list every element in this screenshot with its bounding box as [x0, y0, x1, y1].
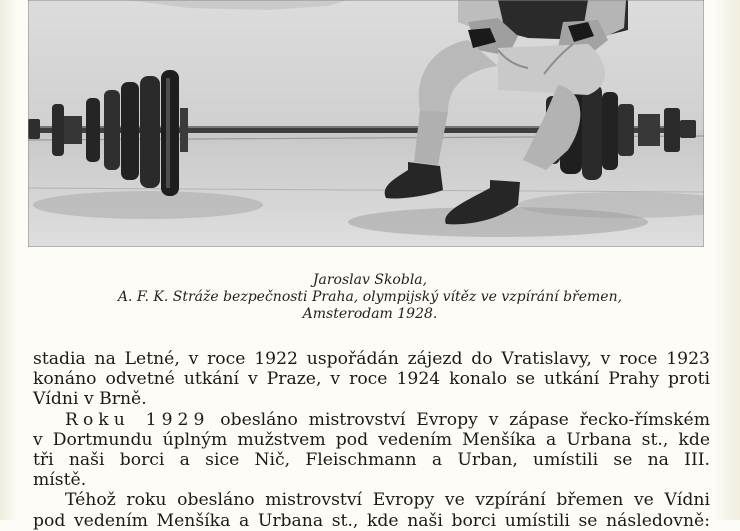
- body-line: v Dortmundu úplným mužstvem pod vedením Menšíka a Urbana st., kde: [33, 429, 710, 450]
- spaced-phrase: Roku 1929: [65, 409, 210, 430]
- caption-name: Jaroslav Skobla,: [312, 272, 428, 288]
- body-line: pod vedením Menšíka a Urbana st., kde naši borci umístili se následovně:: [33, 510, 710, 531]
- body-line-rest: obesláno mistrovství Evropy v zápase řecko-římském: [220, 409, 711, 430]
- body-line: místě.: [33, 470, 87, 491]
- weightlifter-photo-image: [28, 0, 704, 247]
- body-line: [33, 410, 710, 430]
- body-line: konáno odvetné utkání v Praze, v roce 1924 konalo se utkání Prahy proti: [33, 369, 710, 390]
- body-line: Téhož roku obesláno mistrovství Evropy ve vzpírání břemen ve Vídni: [65, 490, 710, 511]
- article-body: [33, 349, 710, 531]
- weightlifter-photo: [28, 0, 704, 247]
- caption-place: Amsterodam 1928.: [302, 306, 438, 322]
- caption-club: A. F. K. Stráže bezpečnosti Praha, olympijský vítěz ve vzpírání břemen,: [117, 289, 623, 305]
- page-edge-left: [0, 0, 18, 520]
- body-line: stadia na Letné, v roce 1922 uspořádán zájezd do Vratislavy, v roce 1923: [33, 349, 710, 369]
- photo-caption: [60, 272, 680, 323]
- body-line: Vídni v Brně.: [33, 389, 147, 410]
- page-edge-right: [714, 0, 740, 520]
- body-line: tři naši borci a sice Nič, Fleischmann a Urban, umístili se na III.: [33, 450, 710, 471]
